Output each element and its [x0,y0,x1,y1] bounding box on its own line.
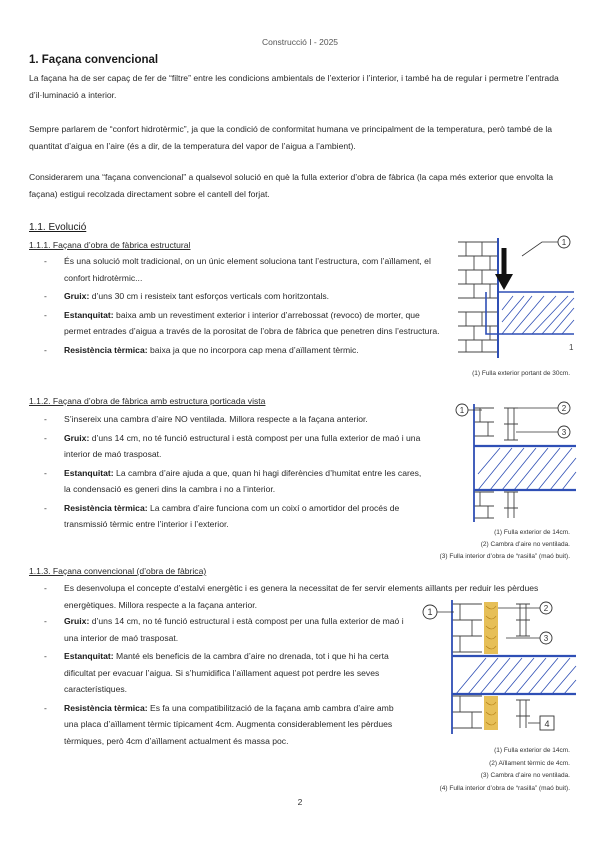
figure-label: 2 [561,404,567,413]
evolution-title: 1.1. Evolució [29,222,87,233]
figure-captions-2 [380,527,570,563]
intro-paragraph-2: Sempre parlarem de “confort hidrotèrmic”, ja que la condició de conformitat humana ve principalment de la temperatura, però també de la quantitat d’aigua en l’aire (és a dir, de la temperatura del vapor de l’aigua a l’ambient). [29,124,553,151]
figure-caption: (1) Fulla exterior de 14cm. [494,529,570,536]
intro-paragraph-1: La façana ha de ser capaç de fer de “filtre” entre les condicions ambientals de l’exterior i l’interior, i també ha de regular i permetre l’entrada d’il·luminació a interior. [29,73,559,100]
list-item: - Gruix: d’uns 14 cm, no té funció estructural i està compost per una fulla exterior de maó i una interior de maó trasposat. [44,613,404,646]
list-item: - Estanquitat: La cambra d’aire ajuda a que, quan hi hagi diferències d’humitat entre les cares, la condensació es generi dins la cambra i no a l’interior. [44,465,424,498]
figure-label: 4 [544,719,550,729]
list-item: - Resistència tèrmica: La cambra d’aire funciona com un coixí o amortidor del procés de transmissió tèrmic entre l’interior i l’exterior. [44,500,424,533]
list-item: - És una solució molt tradicional, on un únic element soluciona tant l’estructura, com l’aïllament, el confort hidrotèrmic... [44,253,444,286]
figure-label: 1 [427,607,433,617]
figure-label: 3 [543,634,549,643]
list-item: - Estanquitat: Manté els beneficis de la cambra d’aire no drenada, tot i que hi ha certa dificultat per evacuar l’aigua. Si s’humidifica l’aïllament aquest pot perdre les seves característiques. [44,648,404,698]
figure-label: 2 [543,604,549,613]
running-header: Construcció I - 2025 [261,37,339,47]
subsection-title-2: 1.1.2. Façana d’obra de fàbrica amb estructura porticada vista [29,396,266,406]
subsection-title-1: 1.1.1. Façana d’obra de fàbrica estructural [29,240,191,250]
facade-sketch-convencional [420,598,580,738]
list-item: - Gruix: d’uns 30 cm i resisteix tant esforços verticals com horitzontals. [44,288,444,305]
intro-paragraph-3: Considerarem una “façana convencional” a qualsevol solució en què la fulla exterior d’obra de fàbrica (la capa més exterior que envolta la façana) estigui recolzada directament sobre el cantell del forjat. [29,172,554,199]
figure-caption: (4) Fulla interior d’obra de “rasilla” (maó buit). [439,784,570,792]
figure-caption: (3) Fulla interior d’obra de “rasilla” (maó buit). [439,553,570,560]
subsection-title-3: 1.1.3. Façana convencional (d’obra de fàbrica) [29,566,207,576]
figure-caption: (2) Cambra d’aire no ventilada. [480,541,570,548]
list-item: - Resistència tèrmica: baixa ja que no incorpora cap mena d’aïllament tèrmic. [44,342,444,359]
list-item: - Es desenvolupa el concepte d’estalvi energètic i es genera la necessitat de fer servir elements aïllants per reduir les pèrdues energètiques. Millora respecte a la façana anterior. [44,580,564,613]
figure-captions-3 [380,745,570,795]
figure-caption: (3) Cambra d’aire no ventilada. [480,772,570,779]
figure-caption: (1) Fulla exterior de 14cm. [494,747,570,754]
bullet-list-1 [44,253,444,360]
figure-label: 3 [561,428,567,437]
list-item: - Gruix: d’uns 14 cm, no té funció estructural i està compost per una fulla exterior de maó i una interior de maó trasposat. [44,430,424,463]
figure-label: 1 [561,238,567,247]
list-item: - Estanquitat: baixa amb un revestiment exterior i interior d’arrebossat (revoco) de morter, que permet entrades d’aigua a través de la porositat de l’obra de fàbrica que penetren dins l’estructura. [44,307,444,340]
facade-sketch-porticada [452,400,580,524]
section-title: 1. Façana convencional [29,54,159,66]
figure-label: 1 [459,406,465,415]
svg-text:1: 1 [569,343,574,352]
facade-sketch-structural [452,234,580,366]
list-item: - S’insereix una cambra d’aire NO ventilada. Millora respecte a la façana anterior. [44,411,424,428]
bullet-list-3b [44,613,404,751]
page-number: 2 [297,797,303,807]
list-item: - Resistència tèrmica: Es fa una compatibilització de la façana amb cambra d’aire amb una placa d’aïllament tèrmic típicament 4cm. Augmenta considerablement les pèrdues tèrmiques, però 4cm d’aïllament actualment és massa poc. [44,700,404,750]
figure-caption: (1) Fulla exterior portant de 30cm. [472,370,570,377]
figure-caption: (2) Aïllament tèrmic de 4cm. [489,759,570,767]
bullet-list-2 [44,411,424,535]
